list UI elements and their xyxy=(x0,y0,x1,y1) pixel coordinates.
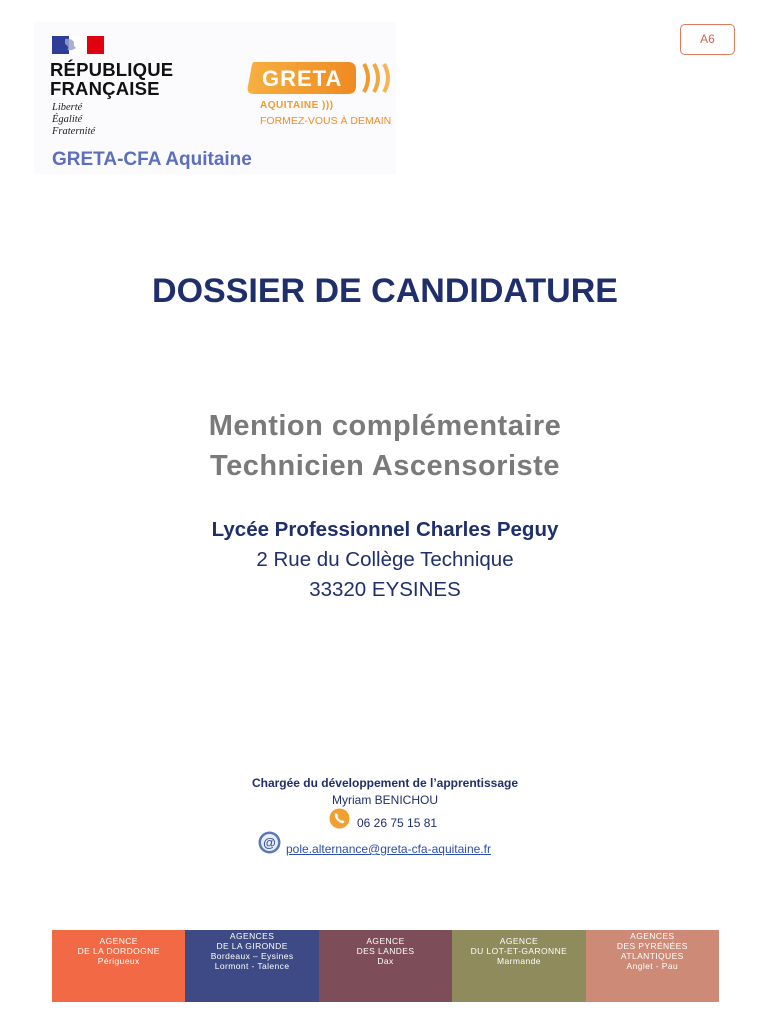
document-code-badge: A6 xyxy=(680,24,735,55)
greta-cfa-label: GRETA-CFA Aquitaine xyxy=(52,149,252,170)
page-title: DOSSIER DE CANDIDATURE xyxy=(152,272,618,310)
agency-gironde: AGENCES DE LA GIRONDE Bordeaux – Eysines Lormont - Talence xyxy=(185,930,318,1002)
marianne-flag-icon xyxy=(52,36,104,54)
subtitle-line-2: Technicien Ascensoriste xyxy=(210,450,560,482)
agency-lot-et-garonne: AGENCE DU LOT-ET-GARONNE Marmande xyxy=(452,930,585,1002)
contact-phone[interactable]: 06 26 75 15 81 xyxy=(357,816,438,830)
contact-email-link[interactable]: pole.alternance@greta-cfa-aquitaine.fr xyxy=(286,842,491,856)
school-name: Lycée Professionnel Charles Peguy xyxy=(211,518,559,541)
subtitle-line-1: Mention complémentaire xyxy=(208,410,562,442)
republic-motto: Liberté Égalité Fraternité xyxy=(52,102,96,137)
agency-landes: AGENCE DES LANDES Dax xyxy=(319,930,452,1002)
contact-name: Myriam BENICHOU xyxy=(331,793,438,807)
greta-region: AQUITAINE ))) xyxy=(260,100,334,111)
contact-role: Chargée du développement de l’apprentissage xyxy=(251,776,519,790)
address-city: 33320 EYSINES xyxy=(309,578,461,601)
greta-slogan: FORMEZ-VOUS À DEMAIN xyxy=(260,115,392,127)
agency-dordogne: AGENCE DE LA DORDOGNE Périgueux xyxy=(52,930,185,1002)
agencies-footer xyxy=(52,930,719,1002)
svg-text:GRETA: GRETA xyxy=(262,66,343,91)
header-logo-block xyxy=(34,22,396,174)
at-sign-icon xyxy=(258,831,281,854)
agency-pyrenees-atlantiques: AGENCES DES PYRÉNÉES ATLANTIQUES Anglet - Pau xyxy=(586,930,719,1002)
republique-francaise-title: RÉPUBLIQUE FRANÇAISE xyxy=(50,59,174,99)
greta-logo xyxy=(244,60,394,101)
address-street: 2 Rue du Collège Technique xyxy=(256,548,514,571)
phone-icon xyxy=(329,808,350,829)
svg-text:@: @ xyxy=(263,835,276,850)
